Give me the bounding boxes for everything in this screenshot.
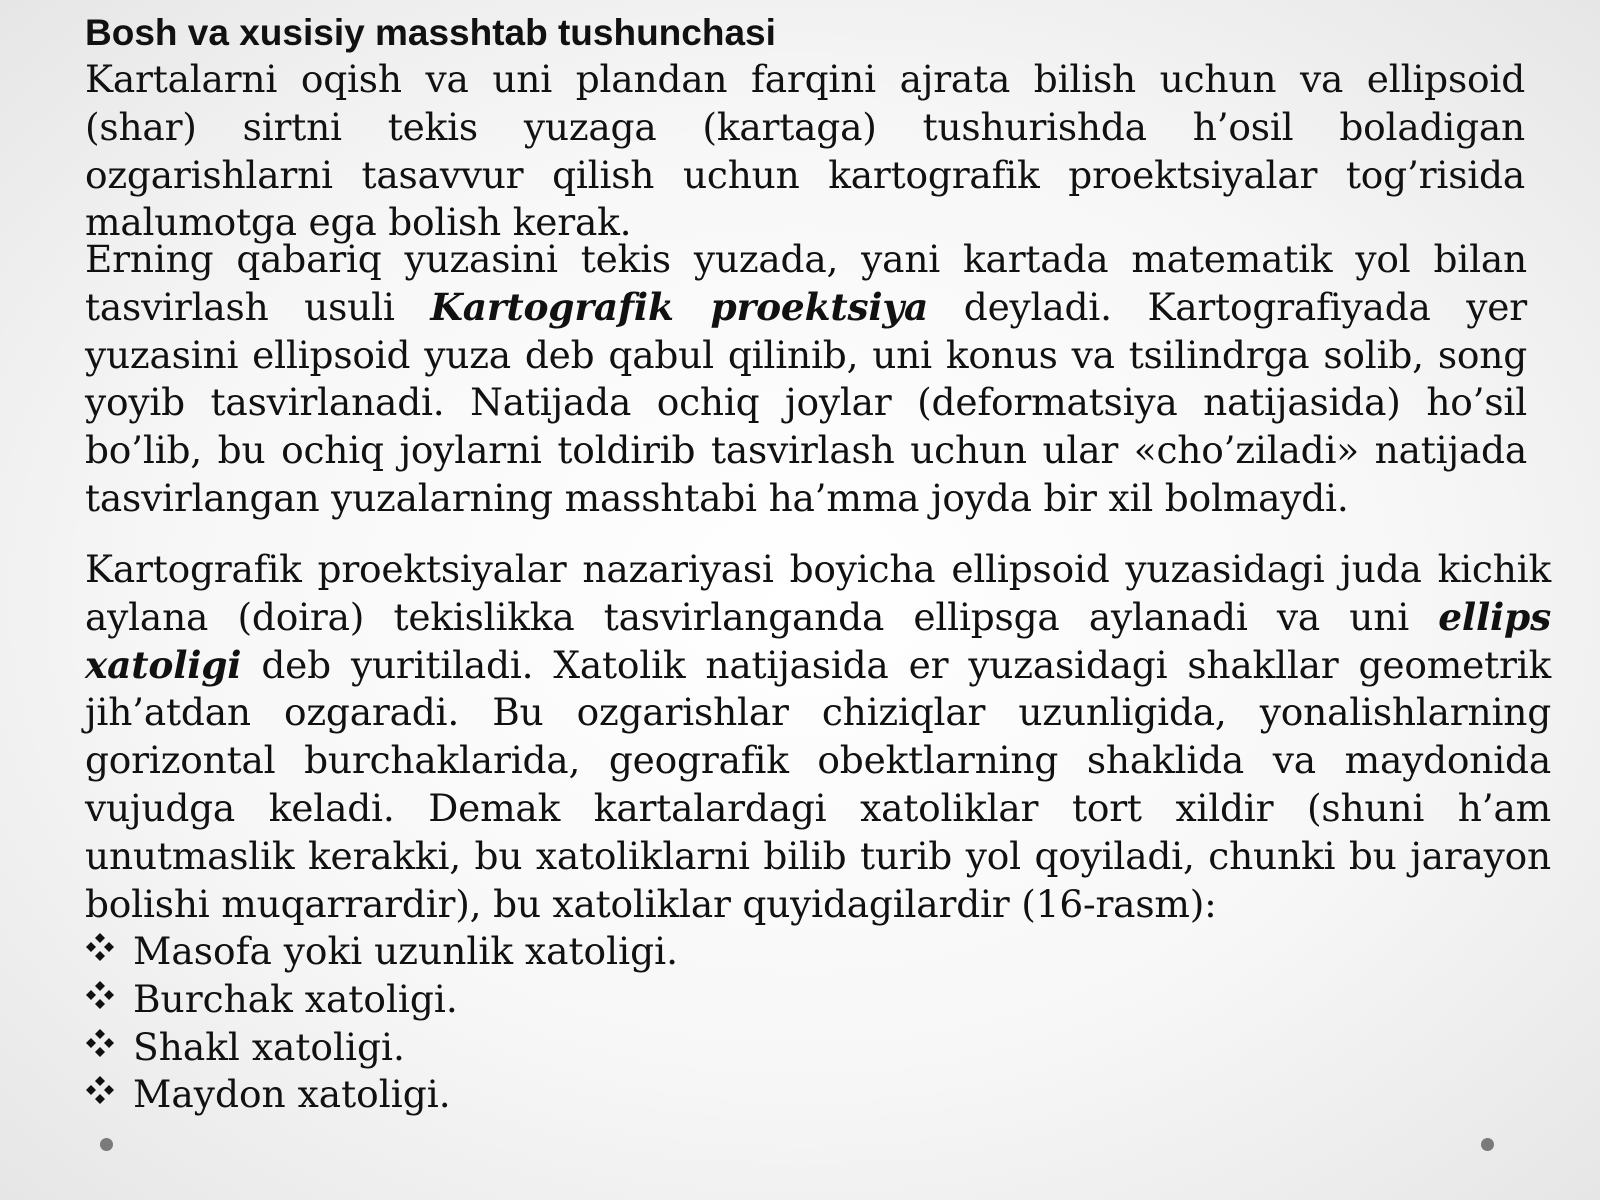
list-item: [85, 976, 678, 1024]
list-item: [85, 1024, 678, 1072]
paragraph-distortion-text-before: Kartografik proektsiyalar nazariyasi boyicha ellipsoid yuzasidagi juda kichik aylana (doira) tekislikka tasvirlanganda ellipsga aylanadi va uni: [85, 547, 1551, 639]
decorative-dot-right: [1481, 1138, 1494, 1151]
list-item-text: Shakl xatoligi.: [133, 1024, 405, 1069]
slide-title: Bosh va xusisiy masshtab tushunchasi: [85, 12, 776, 53]
term-ellips-xatoligi: ellips xatoligi: [85, 594, 1551, 687]
decorative-dot-left: [100, 1138, 113, 1151]
list-item-text: Maydon xatoligi.: [133, 1072, 451, 1117]
paragraph-distortion: [85, 546, 1551, 928]
four-diamond-bullet-icon: [85, 974, 133, 1014]
error-types-list: [85, 928, 678, 1119]
list-item: [85, 1071, 678, 1119]
four-diamond-bullet-icon: [85, 1069, 133, 1109]
paragraph-distortion-text-after: deb yuritiladi. Xatolik natijasida er yuzasidagi shakllar geometrik jih’atdan ozgaradi. Bu ozgarishlar chiziqlar uzunligida, yonalishlarning gorizontal burchaklarida, geografik obektlarning shaklida va maydonida vujudga keladi. Demak kartalardagi xatoliklar tort xildir (shuni h’am unutmaslik kerakki, bu xatoliklarni bilib turib yol qoyiladi, chunki bu jarayon bolishi muqarrardir), bu xatoliklar quyidagilardir (16-rasm):: [85, 642, 1551, 926]
term-kartografik-proektsiya: Kartografik proektsiya: [430, 284, 929, 329]
list-item-text: Masofa yoki uzunlik xatoligi.: [133, 929, 679, 973]
paragraph-projection-text-before: Erning qabariq yuzasini tekis yuzada, yani kartada matematik yol bilan tasvirlash usuli: [85, 237, 1527, 329]
paragraph-projection-text-after: deyladi. Kartografiyada yer yuzasini ellipsoid yuza deb qabul qilinib, uni konus va tsilindrga solib, song yoyib tasvirlanadi. Natijada ochiq joylar (deformatsiya natijasida) ho’sil bo’lib, bu ochiq joylarni toldirib tasvirlash uchun ular «cho’ziladi» natijada tasvirlangan yuzalarning masshtabi ha’mma joyda bir xil bolmaydi.: [85, 284, 1527, 520]
four-diamond-bullet-icon: [85, 926, 133, 966]
four-diamond-bullet-icon: [85, 1022, 133, 1062]
paragraph-projection: [85, 236, 1527, 523]
paragraph-intro: Kartalarni oqish va uni plandan farqini ajrata bilish uchun va ellipsoid (shar) sirtni tekis yuzaga (kartaga) tushurishda h’osil boladigan ozgarishlarni tasavvur qilish uchun kartografik proektsiyalar tog’risida malumotga ega bolish kerak.: [85, 57, 1525, 245]
list-item: [85, 928, 678, 976]
list-item-text: Burchak xatoligi.: [133, 976, 458, 1021]
